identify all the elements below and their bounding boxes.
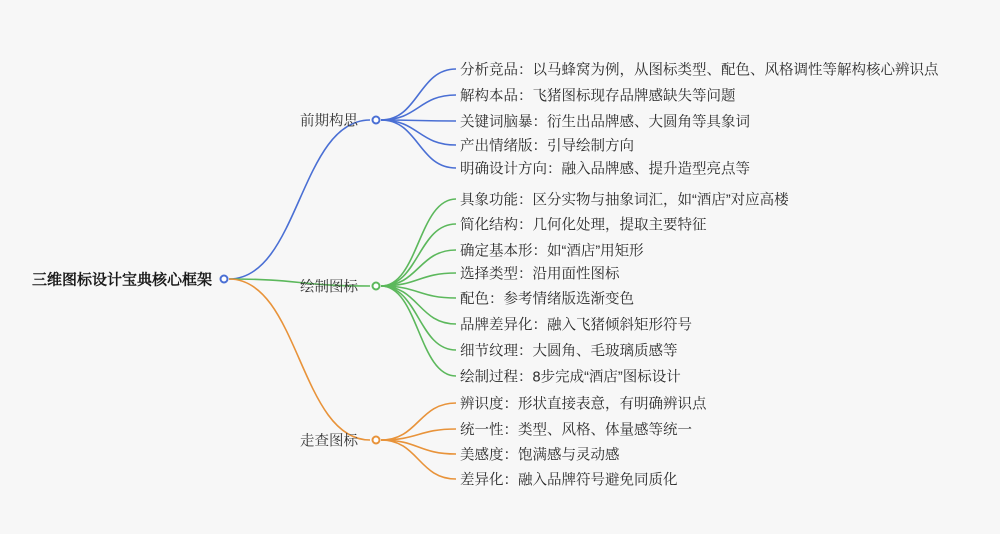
leaf-label-0-3[interactable]: 产出情绪版：引导绘制方向 bbox=[460, 138, 634, 155]
leaf-label-2-2[interactable]: 美感度：饱满感与灵动感 bbox=[460, 447, 620, 464]
leaf-label-0-0[interactable]: 分析竞品：以马蜂窝为例，从图标类型、配色、风格调性等解构核心辨识点 bbox=[460, 62, 939, 79]
branch-node-dot-1[interactable] bbox=[372, 282, 381, 291]
leaf-label-1-2[interactable]: 确定基本形：如“酒店”用矩形 bbox=[460, 243, 644, 260]
leaf-label-1-3[interactable]: 选择类型：沿用面性图标 bbox=[460, 266, 620, 283]
leaf-label-0-4[interactable]: 明确设计方向：融入品牌感、提升造型亮点等 bbox=[460, 161, 750, 178]
branch-label-0[interactable]: 前期构思 bbox=[300, 113, 358, 130]
leaf-label-0-1[interactable]: 解构本品：飞猪图标现存品牌感缺失等问题 bbox=[460, 88, 736, 105]
mindmap-root-label[interactable]: 三维图标设计宝典核心框架 bbox=[31, 271, 212, 289]
leaf-label-1-4[interactable]: 配色：参考情绪版选渐变色 bbox=[460, 291, 634, 308]
leaf-label-1-6[interactable]: 细节纹理：大圆角、毛玻璃质感等 bbox=[460, 343, 678, 360]
leaf-label-2-0[interactable]: 辨识度：形状直接表意，有明确辨识点 bbox=[460, 396, 707, 413]
leaf-label-1-1[interactable]: 简化结构：几何化处理，提取主要特征 bbox=[460, 217, 707, 234]
leaf-label-2-3[interactable]: 差异化：融入品牌符号避免同质化 bbox=[460, 472, 678, 489]
leaf-label-0-2[interactable]: 关键词脑暴：衍生出品牌感、大圆角等具象词 bbox=[460, 114, 750, 131]
leaf-label-1-7[interactable]: 绘制过程：8步完成“酒店”图标设计 bbox=[460, 369, 681, 386]
branch-node-dot-2[interactable] bbox=[372, 436, 381, 445]
branch-label-2[interactable]: 走查图标 bbox=[300, 433, 358, 450]
root-node-dot[interactable] bbox=[220, 275, 229, 284]
branch-node-dot-0[interactable] bbox=[372, 116, 381, 125]
leaf-label-2-1[interactable]: 统一性：类型、风格、体量感等统一 bbox=[460, 422, 692, 439]
leaf-label-1-0[interactable]: 具象功能：区分实物与抽象词汇，如“酒店”对应高楼 bbox=[460, 192, 789, 209]
branch-label-1[interactable]: 绘制图标 bbox=[300, 279, 358, 296]
leaf-label-1-5[interactable]: 品牌差异化：融入飞猪倾斜矩形符号 bbox=[460, 317, 692, 334]
